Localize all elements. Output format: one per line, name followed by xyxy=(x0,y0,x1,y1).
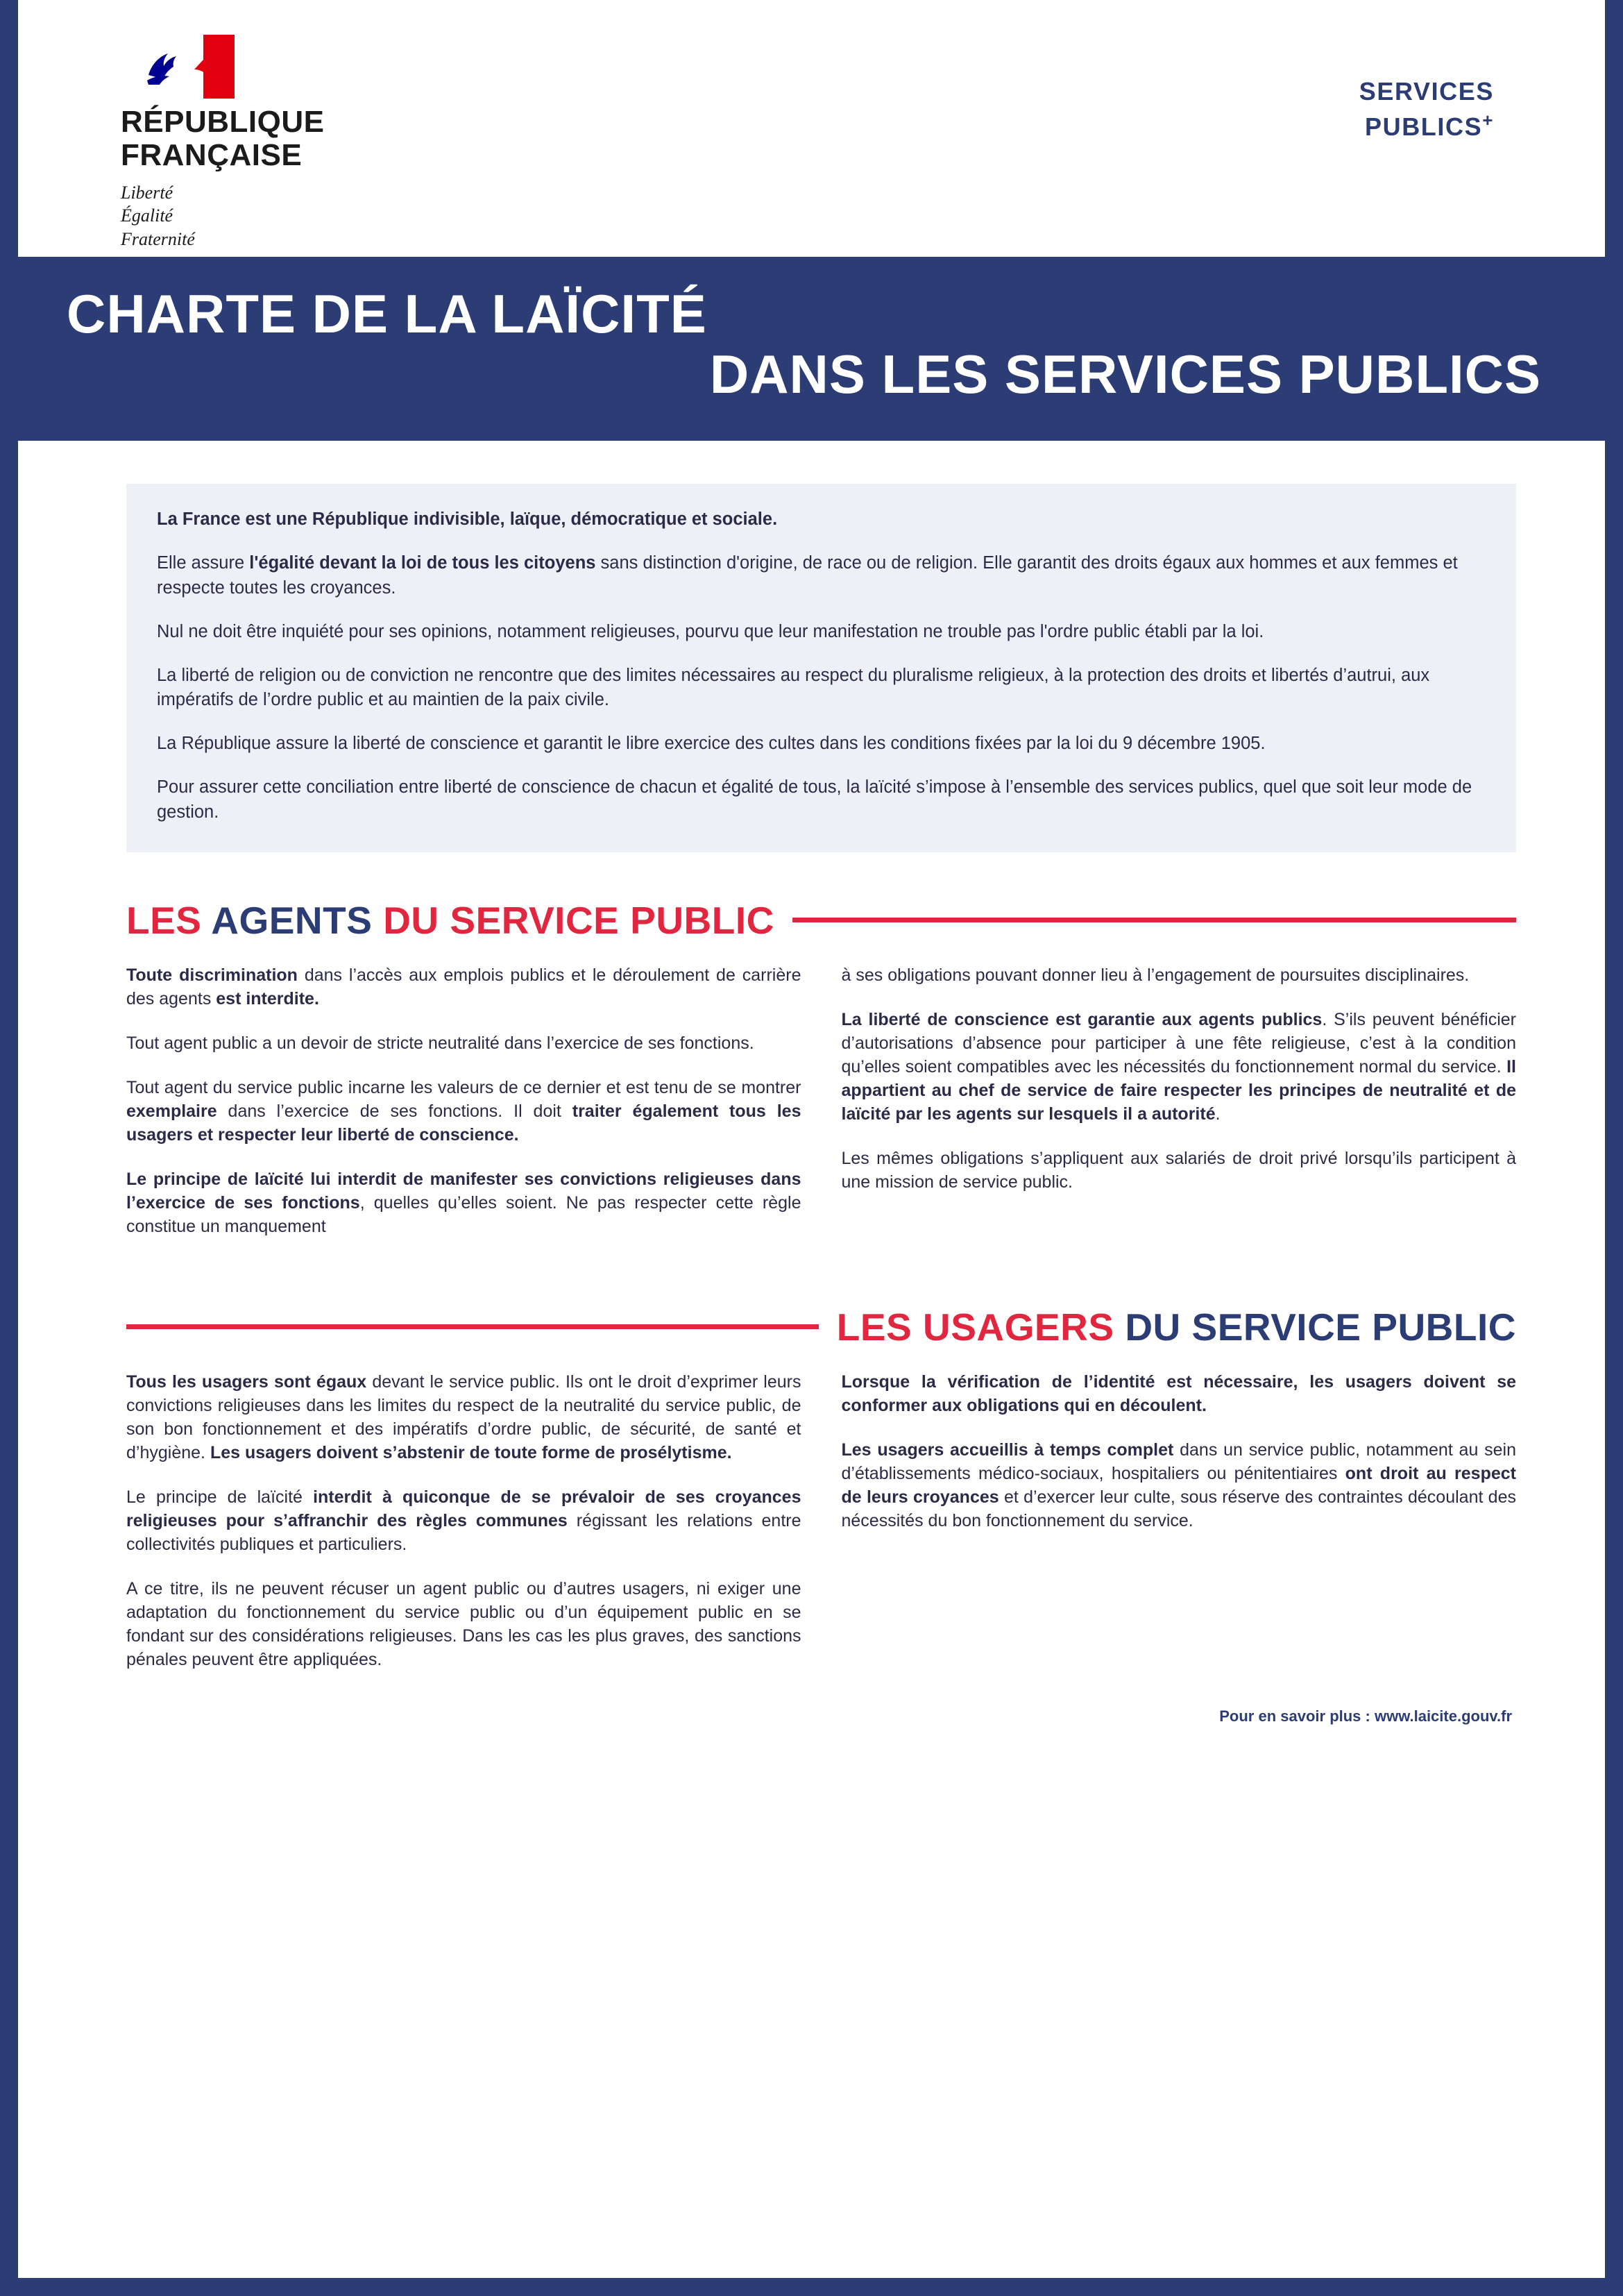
usagers-right-p2-c: et d’exercer leur culte, sous réserve des contraintes découlant des nécessités du bon fonctionnement du service. xyxy=(841,1487,1516,1530)
preamble-p2-b: sans distinction d'origine, de race ou de religion. Elle garantit des droits égaux aux hommes et aux femmes et respecte toutes les croyances. xyxy=(157,553,1458,598)
republic-name-line2: FRANÇAISE xyxy=(121,137,303,172)
usagers-heading-du-service-public: DU SERVICE PUBLIC xyxy=(1125,1305,1516,1349)
services-publics-word: PUBLICS xyxy=(1364,112,1483,141)
usagers-right-p1-bold: Lorsque la vérification de l’identité est nécessaire, les usagers doivent se conformer aux obligations qui en découlent. xyxy=(841,1371,1516,1415)
republic-name-line1: RÉPUBLIQUE xyxy=(121,105,325,139)
agents-columns xyxy=(126,963,1516,1238)
agents-right-column xyxy=(842,963,1517,1238)
agents-right-p2-a: . S’ils peuvent bénéficier d’autorisations d’absence pour participer à une fête religieuse, c’est à la condition qu’elles soient compatibles avec les nécessités du fonctionnement normal du service. xyxy=(841,1009,1516,1077)
usagers-left-column xyxy=(126,1370,801,1671)
usagers-right-p2-b2: ont droit au respect de leurs croyances xyxy=(841,1463,1516,1507)
agents-heading-du-service-public: DU SERVICE PUBLIC xyxy=(383,898,774,942)
preamble-p1-bold: La France est une République indivisible, laïque, démocratique et sociale. xyxy=(157,509,778,530)
document-title-band xyxy=(18,257,1605,441)
usagers-left-p2 xyxy=(126,1485,801,1556)
usagers-right-column xyxy=(842,1370,1517,1671)
usagers-right-p2 xyxy=(842,1438,1517,1533)
usagers-left-p3: A ce titre, ils ne peuvent récuser un agent public ou d’autres usagers, ni exiger une adaptation du fonctionnement du service public ou d’un équipement public en se fondant sur des considérations religieuses. Dans les cas les plus graves, des sanctions pénales peuvent être appliquées. xyxy=(126,1578,801,1669)
preamble-paragraph-5: La République assure la liberté de conscience et garantit le libre exercice des cultes dans les conditions fixées par la loi du 9 décembre 1905. xyxy=(157,734,1266,754)
section-rule-agents xyxy=(792,918,1516,922)
agents-right-p2-c: . xyxy=(1215,1104,1221,1124)
page-title-line2: DANS LES SERVICES PUBLICS xyxy=(709,343,1541,405)
agents-left-p3-a: Tout agent du service public incarne les valeurs de ce dernier et est tenu de se montrer xyxy=(126,1077,801,1097)
usagers-left-p1-a: devant le service public. Ils ont le droit d’exprimer leurs convictions religieuses dans les limites du respect de la neutralité du service public, de son bon fonctionnement et des impératifs d’ordre public, de sécurité, de santé et d’hygiène. xyxy=(126,1371,801,1462)
agents-left-p3-b1: exemplaire xyxy=(126,1101,217,1121)
republic-motto xyxy=(121,181,412,251)
usagers-left-p1 xyxy=(126,1370,801,1464)
document-content xyxy=(18,484,1605,1725)
french-flag-marianne-icon xyxy=(142,35,235,99)
agents-left-column xyxy=(126,963,801,1238)
footer-more-info[interactable] xyxy=(37,1707,1512,1725)
republic-name xyxy=(121,105,412,171)
agents-left-p4-a: , quelles qu’elles soient. Ne pas respecter cette règle constitue un manquement xyxy=(126,1192,801,1236)
usagers-heading-usagers: USAGERS xyxy=(923,1305,1125,1349)
preamble-p2-a: Elle assure xyxy=(157,553,250,573)
motto-fraternite: Fraternité xyxy=(121,228,195,249)
agents-left-p1-bold2: est interdite. xyxy=(216,988,319,1008)
usagers-right-p1 xyxy=(842,1370,1517,1417)
agents-left-p1-mid: dans l’accès aux emplois publics et le déroulement de carrière des agents xyxy=(126,965,801,1008)
section-heading-usagers-text xyxy=(837,1305,1516,1349)
agents-heading-les: LES xyxy=(126,898,212,942)
section-heading-agents xyxy=(126,898,1516,943)
usagers-left-p2-a: Le principe de laïcité xyxy=(126,1487,314,1507)
usagers-left-p2-c: régissant les relations entre collectivités publiques et particuliers. xyxy=(126,1510,801,1554)
usagers-right-p2-b1: Les usagers accueillis à temps complet xyxy=(841,1440,1174,1460)
usagers-left-p2-b1: interdit à quiconque de se prévaloir de ses croyances religieuses pour s’affranchir des règles communes xyxy=(126,1487,801,1530)
agents-left-p3-c: dans l’exercice de ses fonctions. Il doit xyxy=(216,1101,572,1121)
services-publics-line1: SERVICES xyxy=(1359,77,1494,105)
agents-left-p1 xyxy=(126,963,801,1011)
agents-right-p3: Les mêmes obligations s’appliquent aux salariés de droit privé lorsqu’ils participent à une mission de service public. xyxy=(841,1148,1516,1192)
services-publics-plus: + xyxy=(1482,109,1494,130)
services-publics-logo xyxy=(1359,75,1494,143)
republique-francaise-logo xyxy=(121,35,412,251)
usagers-right-p2-a: dans un service public, notamment au sein d’établissements médico-sociaux, hospitaliers ou pénitentiaires xyxy=(841,1440,1516,1483)
section-heading-agents-text xyxy=(126,898,774,943)
agents-right-p1: à ses obligations pouvant donner lieu à l’engagement de poursuites disciplinaires. xyxy=(841,965,1470,985)
usagers-left-p1-b1: Tous les usagers sont égaux xyxy=(126,1371,367,1392)
agents-right-p2 xyxy=(842,1008,1517,1126)
agents-heading-agents: AGENTS xyxy=(211,898,384,942)
usagers-columns xyxy=(126,1370,1516,1671)
section-rule-usagers xyxy=(126,1324,819,1329)
preamble-paragraph-2 xyxy=(157,551,1486,600)
preamble-paragraph-3: Nul ne doit être inquiété pour ses opinions, notamment religieuses, pourvu que leur manifestation ne trouble pas l'ordre public établi par la loi. xyxy=(157,621,1264,641)
section-heading-usagers xyxy=(126,1305,1516,1349)
footer-more-info-text: Pour en savoir plus : www.laicite.gouv.fr xyxy=(1219,1707,1512,1725)
page-title-line1: CHARTE DE LA LAÏCITÉ xyxy=(67,283,707,344)
agents-left-p4 xyxy=(126,1167,801,1238)
preamble-block xyxy=(126,484,1516,852)
agents-right-p2-b1: La liberté de conscience est garantie aux agents publics xyxy=(841,1009,1323,1029)
preamble-paragraph-4: La liberté de religion ou de conviction ne rencontre que des limites nécessaires au respect du pluralisme religieux, à la protection des droits et libertés d’autrui, aux impératifs de l’ordre public et au maintien de la paix civile. xyxy=(157,665,1430,710)
masthead xyxy=(18,0,1605,257)
agents-left-p3 xyxy=(126,1076,801,1147)
agents-left-p4-b1: Le principe de laïcité lui interdit de manifester ses convictions religieuses dans l’exercice de ses fonctions xyxy=(126,1169,801,1213)
preamble-paragraph-1 xyxy=(157,507,1486,532)
motto-liberte: Liberté xyxy=(121,183,173,203)
preamble-p2-bold: l'égalité devant la loi de tous les citoyens xyxy=(249,553,596,573)
agents-left-p1-bold1: Toute discrimination xyxy=(126,965,298,985)
motto-egalite: Égalité xyxy=(121,205,173,226)
usagers-left-p1-b2: Les usagers doivent s’abstenir de toute forme de prosélytisme. xyxy=(210,1442,732,1462)
usagers-heading-les: LES xyxy=(836,1305,924,1349)
services-publics-line2 xyxy=(1359,108,1494,144)
agents-left-p2: Tout agent public a un devoir de stricte neutralité dans l’exercice de ses fonctions. xyxy=(126,1033,754,1053)
preamble-paragraph-6: Pour assurer cette conciliation entre liberté de conscience de chacun et égalité de tous, la laïcité s’impose à l’ensemble des services publics, quel que soit leur mode de gestion. xyxy=(157,777,1472,822)
agents-left-p3-b2: traiter également tous les usagers et respecter leur liberté de conscience. xyxy=(126,1101,801,1145)
agents-right-p2-b2: Il appartient au chef de service de faire respecter les principes de neutralité et de laïcité par les agents sur lesquels il a autorité xyxy=(841,1056,1516,1124)
